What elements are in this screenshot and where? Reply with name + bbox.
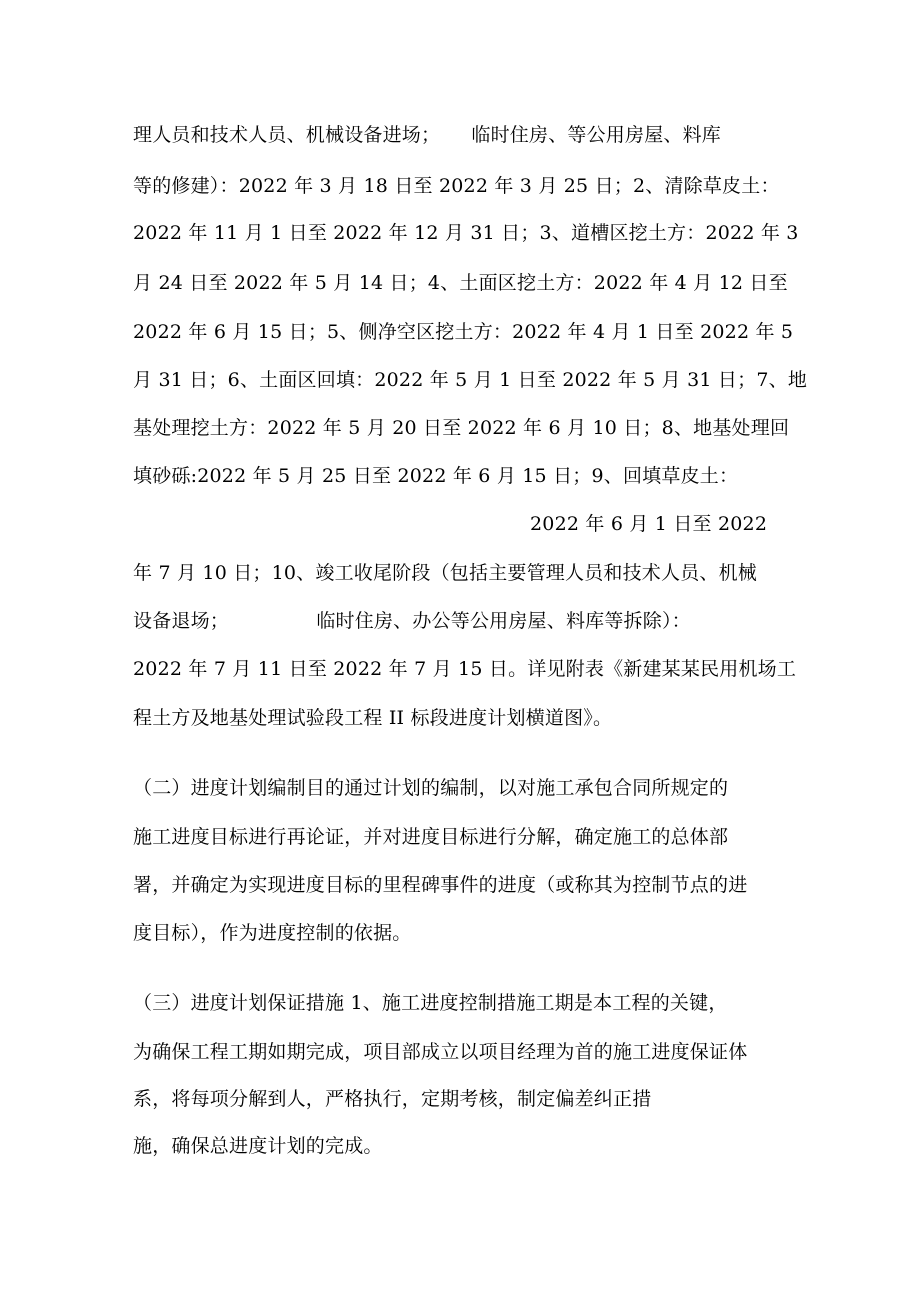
text-line: （二）进度计划编制目的通过计划的编制，以对施工承包合同所规定的 xyxy=(133,777,729,799)
text-line: 2022 年 6 月 1 日至 2022 xyxy=(530,513,768,535)
text-line: 理人员和技术人员、机械设备进场； 临时住房、等公用房屋、料库 xyxy=(133,124,721,146)
text-line: 月 24 日至 2022 年 5 月 14 日；4、土面区挖土方：2022 年 4 月 12 日至 xyxy=(133,272,788,294)
text-line: 设备退场； 临时住房、办公等公用房屋、料库等拆除）： xyxy=(133,610,691,632)
text-line: 2022 年 11 月 1 日至 2022 年 12 月 31 日；3、道槽区挖土方：2022 年 3 xyxy=(133,222,799,244)
text-line: 2022 年 6 月 15 日；5、侧净空区挖土方：2022 年 4 月 1 日至 2022 年 5 xyxy=(133,321,794,343)
text-line: 为确保工程工期如期完成，项目部成立以项目经理为首的施工进度保证体 xyxy=(133,1041,748,1063)
text-line: 度目标），作为进度控制的依据。 xyxy=(133,922,412,944)
text-line: 系，将每项分解到人，严格执行，定期考核，制定偏差纠正措 xyxy=(133,1088,652,1110)
text-line: 施，确保总进度计划的完成。 xyxy=(133,1135,383,1157)
text-line: 基处理挖土方：2022 年 5 月 20 日至 2022 年 6 月 10 日；8、地基处理回 xyxy=(133,417,790,439)
text-line: 等的修建）：2022 年 3 月 18 日至 2022 年 3 月 25 日；2、清除草皮土： xyxy=(133,175,780,197)
text-line: 施工进度目标进行再论证，并对进度目标进行分解，确定施工的总体部 xyxy=(133,826,729,848)
text-line: 署，并确定为实现进度目标的里程碑事件的进度（或称其为控制节点的进 xyxy=(133,874,748,896)
text-line: 年 7 月 10 日；10、竣工收尾阶段（包括主要管理人员和技术人员、机械 xyxy=(133,562,758,584)
text-line: 月 31 日；6、土面区回填：2022 年 5 月 1 日至 2022 年 5 月 31 日；7、地 xyxy=(133,369,808,391)
text-line: 程土方及地基处理试验段工程 II 标段进度计划横道图》。 xyxy=(133,707,613,729)
text-line: （三）进度计划保证措施 1、施工进度控制措施工期是本工程的关键， xyxy=(133,992,728,1014)
text-line: 2022 年 7 月 11 日至 2022 年 7 月 15 日。详见附表《新建某某民用机场工 xyxy=(133,658,797,680)
text-line: 填砂砾:2022 年 5 月 25 日至 2022 年 6 月 15 日；9、回填草皮土： xyxy=(133,465,739,487)
